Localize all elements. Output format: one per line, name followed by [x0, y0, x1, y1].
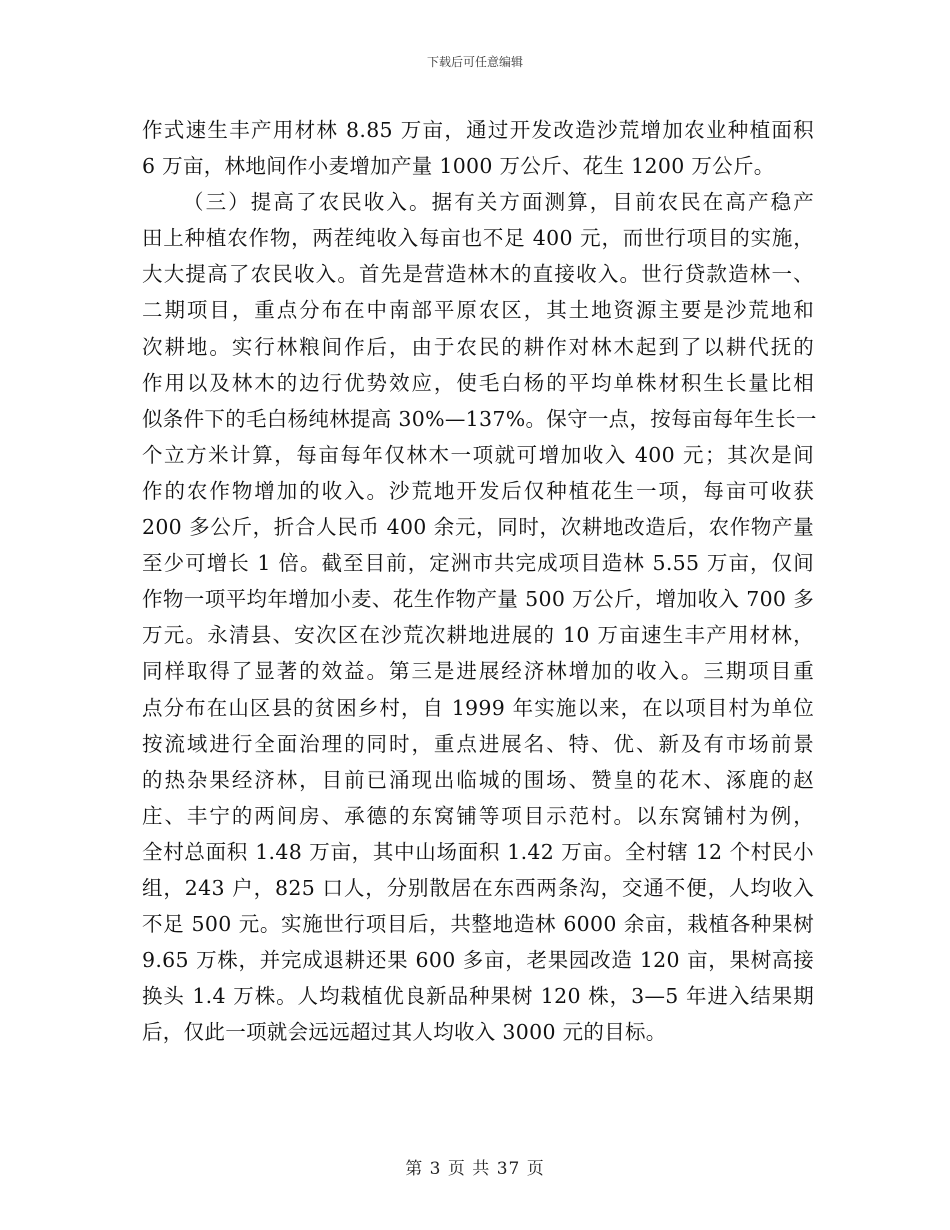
text-line: （三）提高了农民收入。据有关方面测算，目前农民在高产稳产 — [183, 190, 814, 215]
text-line: 6 万亩，林地间作小麦增加产量 1000 万公斤、花生 1200 万公斤。 — [142, 154, 775, 179]
text-line: 的热杂果经济林，目前已涌现出临城的围场、赞皇的花木、涿鹿的赵 — [142, 767, 814, 792]
text-line: 点分布在山区县的贫困乡村，自 1999 年实施以来，在以项目村为单位 — [142, 695, 814, 720]
text-line: 田上种植农作物，两茬纯收入每亩也不足 400 元，而世行项目的实施， — [142, 226, 814, 251]
text-line: 作式速生丰产用材林 8.85 万亩，通过开发改造沙荒增加农业种植面积 — [142, 118, 814, 142]
text-line: 万元。永清县、安次区在沙荒次耕地进展的 10 万亩速生丰产用材林， — [142, 623, 814, 648]
text-line: 同样取得了显著的效益。第三是进展经济林增加的收入。三期项目重 — [142, 659, 814, 684]
text-line: 庄、丰宁的两间房、承德的东窝铺等项目示范村。以东窝铺村为例， — [142, 803, 814, 828]
text-line: 作物一项平均年增加小麦、花生作物产量 500 万公斤，增加收入 700 多 — [142, 587, 814, 612]
text-line: 大大提高了农民收入。首先是营造林木的直接收入。世行贷款造林一、 — [142, 262, 814, 287]
page-number: 第 3 页 共 37 页 — [405, 1159, 545, 1179]
text-line: 9.65 万株，并完成退耕还果 600 多亩，老果园改造 120 亩，果树高接 — [142, 948, 814, 973]
text-line: 次耕地。实行林粮间作后，由于农民的耕作对林木起到了以耕代抚的 — [142, 334, 814, 359]
text-line: 不足 500 元。实施世行项目后，共整地造林 6000 余亩，栽植各种果树 — [142, 912, 814, 937]
text-line: 200 多公斤，折合人民币 400 余元，同时，次耕地改造后，农作物产量 — [142, 515, 814, 540]
text-line: 至少可增长 1 倍。截至目前，定洲市共完成项目造林 5.55 万亩，仅间 — [142, 551, 814, 576]
text-line: 二期项目，重点分布在中南部平原农区，其土地资源主要是沙荒地和 — [142, 298, 814, 323]
document-body — [142, 112, 817, 1050]
text-line: 个立方米计算，每亩每年仅林木一项就可增加收入 400 元；其次是间 — [142, 442, 814, 467]
text-line: 全村总面积 1.48 万亩，其中山场面积 1.42 万亩。全村辖 12 个村民小 — [142, 839, 814, 864]
page-header: 下载后可任意编辑 — [426, 55, 523, 69]
text-line: 按流域进行全面治理的同时，重点进展名、特、优、新及有市场前景 — [142, 731, 814, 756]
text-line: 似条件下的毛白杨纯林提高 30%—137%。保守一点，按每亩每年生长一 — [142, 406, 817, 431]
text-line: 作用以及林木的边行优势效应，使毛白杨的平均单株材积生长量比相 — [142, 370, 814, 395]
text-line: 组，243 户，825 口人，分别散居在东西两条沟，交通不便，人均收入 — [142, 875, 814, 900]
text-line: 作的农作物增加的收入。沙荒地开发后仅种植花生一项，每亩可收获 — [142, 478, 814, 503]
text-line: 换头 1.4 万株。人均栽植优良新品种果树 120 株，3—5 年进入结果期 — [142, 984, 814, 1009]
text-line: 后，仅此一项就会远远超过其人均收入 3000 元的目标。 — [142, 1020, 667, 1045]
